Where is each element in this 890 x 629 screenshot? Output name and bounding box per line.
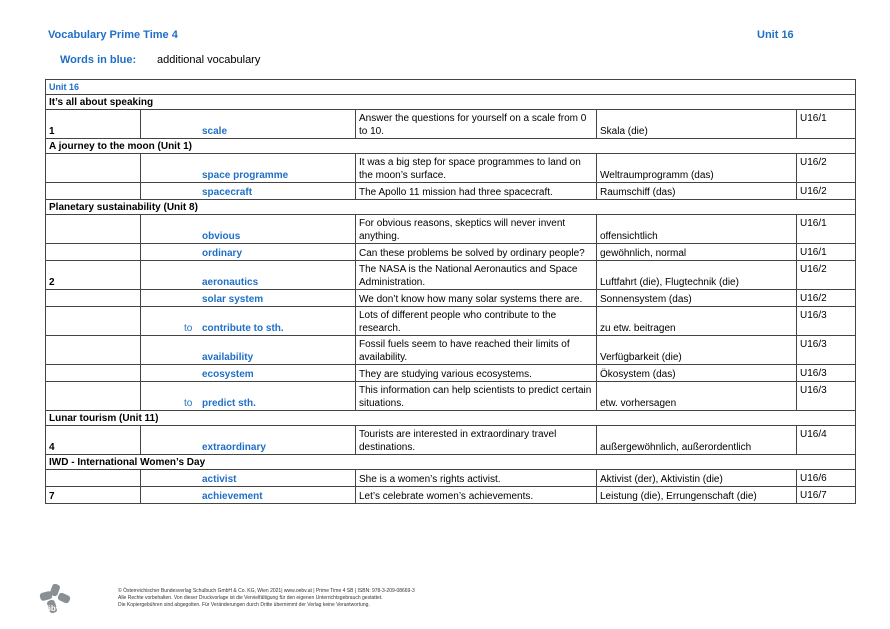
table-row	[46, 154, 856, 183]
table-row	[46, 110, 856, 139]
vocab-word: obvious	[202, 231, 241, 242]
row-number	[46, 154, 141, 183]
word-prefix: to	[184, 323, 193, 334]
vocab-word: scale	[202, 126, 228, 137]
section-header-row	[46, 95, 856, 110]
table-row	[46, 426, 856, 455]
german-translation: außergewöhnlich, außerordentlich	[597, 426, 797, 455]
table-row	[46, 382, 856, 411]
table-unit-label: Unit 16	[46, 80, 856, 95]
example-sentence: For obvious reasons, skeptics will never invent anything.	[356, 215, 597, 244]
vocab-word-cell	[141, 215, 356, 244]
section-header-row	[46, 411, 856, 426]
row-number	[46, 183, 141, 200]
example-sentence: It was a big step for space programmes to land on the moon’s surface.	[356, 154, 597, 183]
german-translation: Weltraumprogramm (das)	[597, 154, 797, 183]
unit-reference: U16/2	[797, 154, 856, 183]
german-translation: Ökosystem (das)	[597, 365, 797, 382]
german-translation: Aktivist (der), Aktivistin (die)	[597, 470, 797, 487]
table-unit-row	[46, 80, 856, 95]
vocab-word-cell	[141, 382, 356, 411]
vocab-word-cell	[141, 261, 356, 290]
unit-reference: U16/7	[797, 487, 856, 504]
example-sentence: She is a women’s rights activist.	[356, 470, 597, 487]
vocab-word-cell	[141, 183, 356, 200]
example-sentence: This information can help scientists to predict certain situations.	[356, 382, 597, 411]
vocab-word: achievement	[202, 491, 263, 502]
german-translation: Leistung (die), Errungenschaft (die)	[597, 487, 797, 504]
vocab-word: extraordinary	[202, 442, 266, 453]
table-row	[46, 487, 856, 504]
row-number: 7	[46, 487, 141, 504]
vocab-word-cell	[141, 365, 356, 382]
vocab-word: ecosystem	[202, 369, 254, 380]
vocab-word: predict sth.	[202, 398, 256, 409]
vocab-word-cell	[141, 487, 356, 504]
vocab-word: availability	[202, 352, 254, 363]
vocab-word: spacecraft	[202, 187, 253, 198]
german-translation: gewöhnlich, normal	[597, 244, 797, 261]
unit-reference: U16/1	[797, 244, 856, 261]
table-row	[46, 261, 856, 290]
german-translation: Skala (die)	[597, 110, 797, 139]
table-row	[46, 183, 856, 200]
table-row	[46, 307, 856, 336]
row-number	[46, 365, 141, 382]
row-number	[46, 290, 141, 307]
unit-reference: U16/6	[797, 470, 856, 487]
german-translation: zu etw. beitragen	[597, 307, 797, 336]
example-sentence: Lots of different people who contribute to the research.	[356, 307, 597, 336]
row-number: 1	[46, 110, 141, 139]
table-row	[46, 470, 856, 487]
vocab-word: ordinary	[202, 248, 243, 259]
vocab-word-cell	[141, 110, 356, 139]
unit-reference: U16/3	[797, 307, 856, 336]
word-prefix: to	[184, 398, 193, 409]
row-number	[46, 336, 141, 365]
german-translation: etw. vorhersagen	[597, 382, 797, 411]
german-translation: Luftfahrt (die), Flugtechnik (die)	[597, 261, 797, 290]
vocab-word: space programme	[202, 170, 289, 181]
table-row	[46, 336, 856, 365]
vocab-word: aeronautics	[202, 277, 259, 288]
example-sentence: Tourists are interested in extraordinary travel destinations.	[356, 426, 597, 455]
vocab-word-cell	[141, 336, 356, 365]
row-number	[46, 470, 141, 487]
german-translation: Verfügbarkeit (die)	[597, 336, 797, 365]
unit-reference: U16/2	[797, 290, 856, 307]
example-sentence: Let’s celebrate women’s achievements.	[356, 487, 597, 504]
vocab-word-cell	[141, 470, 356, 487]
legend-value: additional vocabulary	[157, 54, 261, 66]
unit-label: Unit 16	[757, 29, 794, 41]
german-translation: Raumschiff (das)	[597, 183, 797, 200]
row-number: 4	[46, 426, 141, 455]
footer-copyright	[118, 588, 415, 609]
unit-reference: U16/3	[797, 382, 856, 411]
unit-reference: U16/2	[797, 261, 856, 290]
row-number	[46, 215, 141, 244]
example-sentence: The NASA is the National Aeronautics and Space Administration.	[356, 261, 597, 290]
example-sentence: We don’t know how many solar systems there are.	[356, 290, 597, 307]
vocabulary-table	[45, 79, 856, 504]
vocab-word: solar system	[202, 294, 264, 305]
footer-line: Die Kopiergebühren sind abgegolten. Für Veränderungen durch Dritte übernimmt der Verlag keine Verantwortung.	[118, 602, 370, 608]
table-row	[46, 215, 856, 244]
row-number	[46, 307, 141, 336]
table-row	[46, 244, 856, 261]
unit-reference: U16/4	[797, 426, 856, 455]
unit-reference: U16/3	[797, 365, 856, 382]
section-title: Lunar tourism (Unit 11)	[46, 411, 856, 426]
section-title: It’s all about speaking	[46, 95, 856, 110]
section-header-row	[46, 139, 856, 154]
example-sentence: Answer the questions for yourself on a scale from 0 to 10.	[356, 110, 597, 139]
example-sentence: Can these problems be solved by ordinary people?	[356, 244, 597, 261]
footer-line: © Österreichischer Bundesverlag Schulbuch GmbH & Co. KG, Wien 2021| www.oebv.at | Prime Time 4 SB | ISBN: 978-3-209-08669-3	[118, 588, 415, 594]
example-sentence: Fossil fuels seem to have reached their limits of availability.	[356, 336, 597, 365]
section-title: IWD - International Women’s Day	[46, 455, 856, 470]
unit-reference: U16/1	[797, 215, 856, 244]
section-header-row	[46, 455, 856, 470]
row-number	[46, 382, 141, 411]
row-number	[46, 244, 141, 261]
unit-reference: U16/1	[797, 110, 856, 139]
table-row	[46, 290, 856, 307]
legend-key: Words in blue:	[60, 54, 137, 66]
german-translation: Sonnensystem (das)	[597, 290, 797, 307]
logo-text: öbv	[46, 604, 61, 613]
row-number: 2	[46, 261, 141, 290]
footer-line: Alle Rechte vorbehalten. Von dieser Druckvorlage ist die Vervielfältigung für den eigenen Unterrichtsgebrauch gestattet.	[118, 595, 383, 601]
vocab-word: contribute to sth.	[202, 323, 284, 334]
obv-logo-icon	[38, 582, 72, 616]
vocab-word-cell	[141, 290, 356, 307]
vocab-word-cell	[141, 426, 356, 455]
vocab-word: activist	[202, 474, 237, 485]
unit-reference: U16/2	[797, 183, 856, 200]
example-sentence: They are studying various ecosystems.	[356, 365, 597, 382]
section-title: A journey to the moon (Unit 1)	[46, 139, 856, 154]
vocab-word-cell	[141, 154, 356, 183]
table-row	[46, 365, 856, 382]
vocab-word-cell	[141, 244, 356, 261]
german-translation: offensichtlich	[597, 215, 797, 244]
unit-reference: U16/3	[797, 336, 856, 365]
document-title: Vocabulary Prime Time 4	[48, 29, 178, 41]
example-sentence: The Apollo 11 mission had three spacecraft.	[356, 183, 597, 200]
section-title: Planetary sustainability (Unit 8)	[46, 200, 856, 215]
vocab-word-cell	[141, 307, 356, 336]
section-header-row	[46, 200, 856, 215]
